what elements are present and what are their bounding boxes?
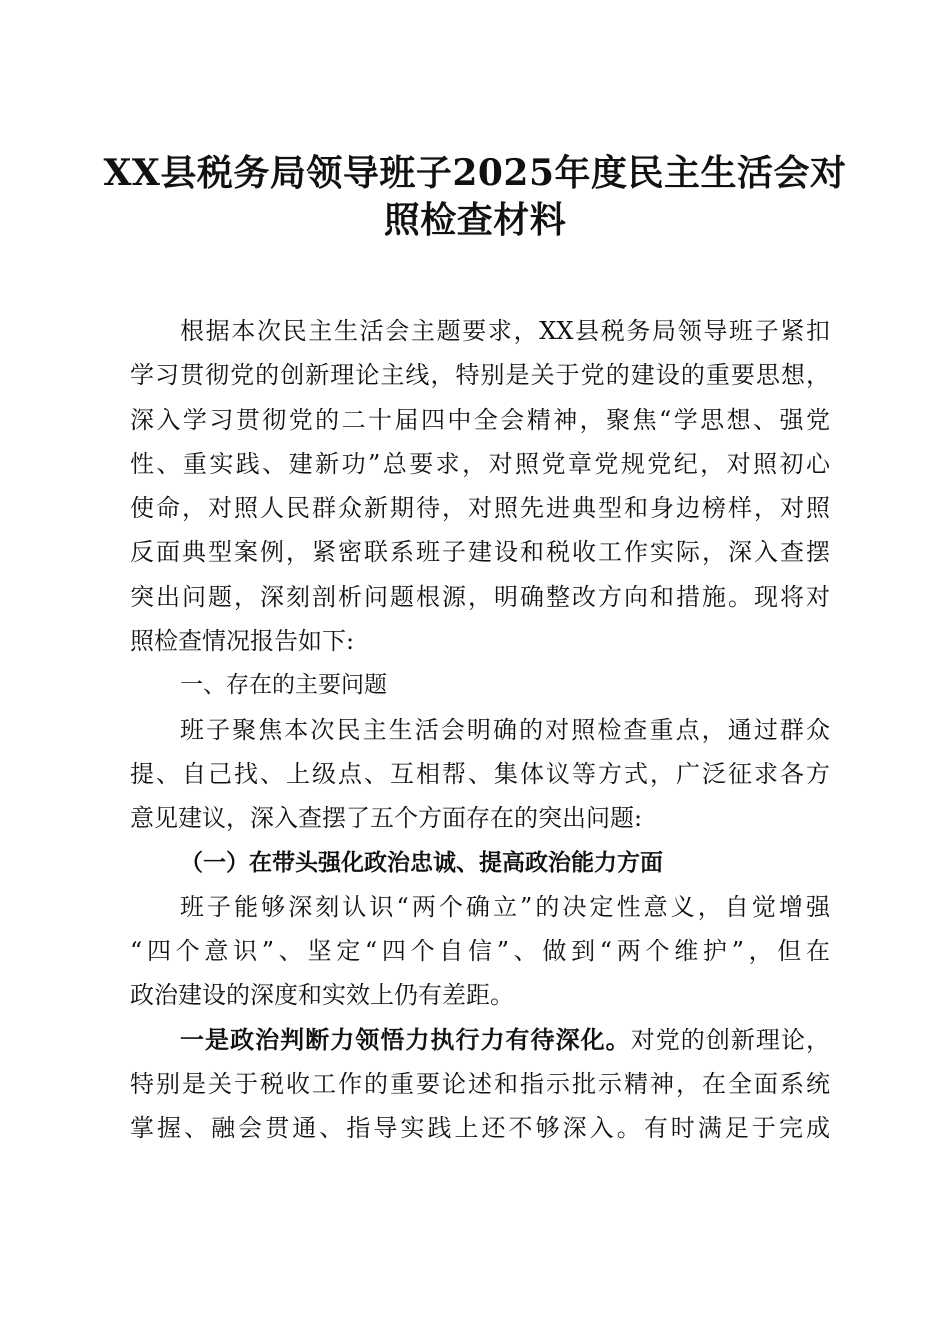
section-paragraph: [130, 708, 830, 841]
paragraph-line: 意见建议，深入查摆了五个方面存在的突出问题:: [130, 804, 643, 833]
subsection-paragraph: [130, 885, 830, 1018]
paragraph-line: 政治建设的深度和实效上仍有差距。: [130, 981, 514, 1010]
paragraph-line: 使命，对照人民群众新期待，对照先进典型和身边榜样，对照: [130, 494, 830, 523]
title-line: 照检查材料: [383, 199, 567, 241]
paragraph-line: 突出问题，深刻剖析问题根源，明确整改方向和措施。现将对: [130, 582, 830, 611]
document-body: [130, 309, 830, 1151]
paragraph-line: 班子能够深刻认识“两个确立”的决定性意义，自觉增强: [180, 892, 830, 921]
paragraph-line: 照检查情况报告如下:: [130, 627, 355, 656]
paragraph-line: 提、自己找、上级点、互相帮、集体议等方式，广泛征求各方: [130, 759, 830, 788]
paragraph-line: 反面典型案例，紧密联系班子建设和税收工作实际，深入查摆: [130, 538, 830, 567]
intro-paragraph: [130, 309, 830, 663]
point-text: 对党的创新理论，: [630, 1025, 830, 1054]
document-title: [100, 150, 850, 244]
paragraph-line: 掌握、融会贯通、指导实践上还不够深入。有时满足于完成: [130, 1114, 830, 1143]
point-paragraph: [130, 1018, 830, 1151]
subsection-heading: （一）在带头强化政治忠诚、提高政治能力方面: [180, 848, 663, 876]
paragraph-line: “四个意识”、坚定“四个自信”、做到“两个维护”，但在: [130, 937, 830, 966]
paragraph-line: 性、重实践、建新功”总要求，对照党章党规党纪，对照初心: [130, 449, 830, 478]
paragraph-line: 学习贯彻党的创新理论主线，特别是关于党的建设的重要思想，: [130, 361, 830, 390]
paragraph-line: 根据本次民主生活会主题要求，XX县税务局领导班子紧扣: [180, 317, 830, 345]
section-heading: 一、存在的主要问题: [180, 672, 387, 699]
paragraph-line: 班子聚焦本次民主生活会明确的对照检查重点，通过群众: [180, 715, 830, 744]
paragraph-line: 深入学习贯彻党的二十届四中全会精神，聚焦“学思想、强党: [130, 405, 830, 434]
title-line: XX县税务局领导班子2025年度民主生活会对: [103, 152, 847, 194]
point-lead: 一是政治判断力领悟力执行力有待深化。: [180, 1024, 631, 1054]
paragraph-line: 特别是关于税收工作的重要论述和指示批示精神，在全面系统: [130, 1070, 830, 1099]
paragraph-line: [130, 1018, 830, 1062]
